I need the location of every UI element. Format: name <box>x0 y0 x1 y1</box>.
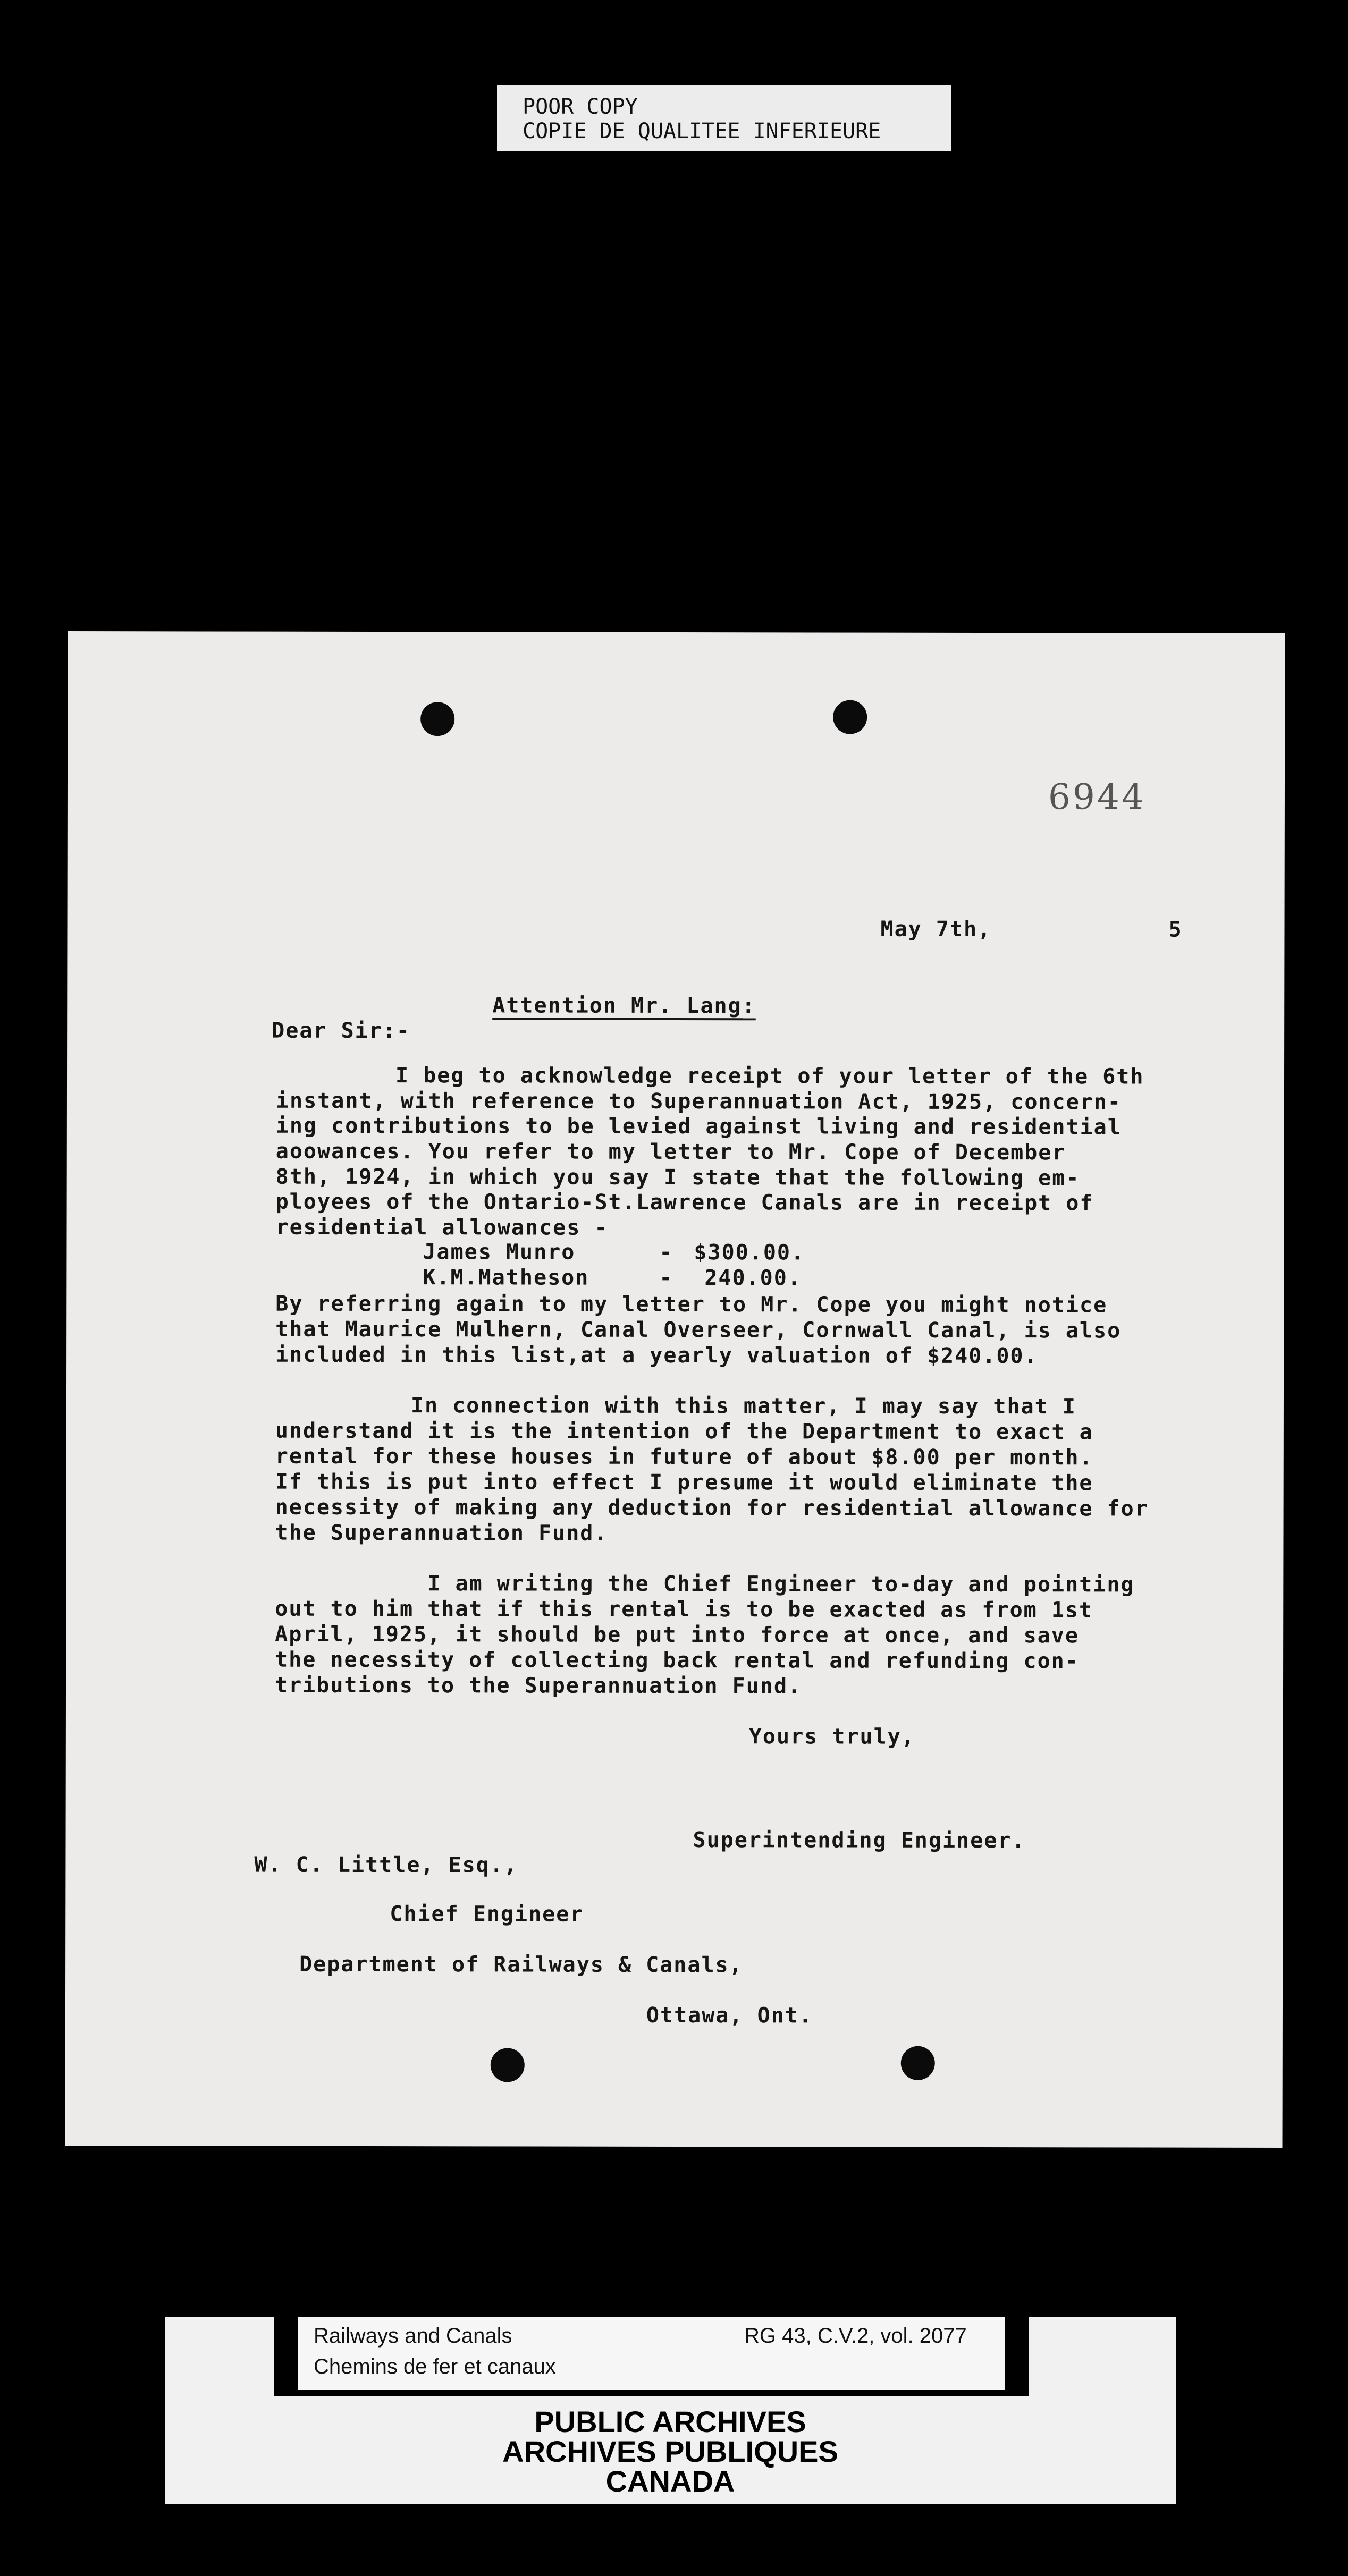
allowance-dash: - <box>659 1240 673 1265</box>
body-line: ing contributions to be levied against living and residential <box>275 1113 1122 1140</box>
year-fragment: 5 <box>1168 917 1183 942</box>
institution-line: ARCHIVES PUBLIQUES <box>502 2435 838 2468</box>
body-line: I beg to acknowledge receipt of your letter of the 6th <box>395 1063 1144 1089</box>
addressee-title: Chief Engineer <box>390 1902 584 1927</box>
closing: Yours truly, <box>748 1724 915 1749</box>
reference-card <box>298 2317 1005 2390</box>
body-line: the Superannuation Fund. <box>275 1520 608 1546</box>
body-line: residential allowances - <box>275 1215 609 1240</box>
collection-en: Railways and Canals <box>314 2324 512 2348</box>
body-line: included in this list,at a yearly valuation of $240.00. <box>275 1342 1038 1369</box>
archive-label <box>165 2317 1176 2504</box>
body-line: that Maurice Mulhern, Canal Overseer, Cornwall Canal, is also <box>275 1317 1122 1343</box>
body-line: aoowances. You refer to my letter to Mr. Cope of December <box>275 1139 1066 1165</box>
addressee-city: Ottawa, Ont. <box>646 2003 813 2028</box>
body-line: out to him that if this rental is to be exacted as from 1st <box>275 1596 1093 1623</box>
allowance-name: K.M.Matheson <box>423 1265 589 1290</box>
body-line: tributions to the Superannuation Fund. <box>274 1673 802 1699</box>
allowance-dash: - <box>659 1265 673 1290</box>
institution-name <box>165 2407 1176 2496</box>
punch-hole <box>901 2046 935 2080</box>
punch-hole <box>420 702 454 736</box>
poor-copy-label <box>497 85 951 151</box>
body-line: the necessity of collecting back rental and refunding con- <box>275 1647 1079 1674</box>
poor-copy-line-1: POOR COPY <box>523 95 638 119</box>
body-line: I am writing the Chief Engineer to-day and pointing <box>427 1571 1135 1597</box>
institution-line: PUBLIC ARCHIVES <box>534 2405 806 2438</box>
body-line: In connection with this matter, I may say that I <box>410 1393 1076 1419</box>
punch-hole <box>833 700 867 734</box>
punch-hole <box>491 2048 525 2082</box>
institution-line: CANADA <box>605 2464 735 2498</box>
body-line: April, 1925, it should be put into force at once, and save <box>275 1622 1079 1648</box>
archive-reference: RG 43, C.V.2, vol. 2077 <box>744 2324 967 2348</box>
collection-fr: Chemins de fer et canaux <box>314 2355 556 2378</box>
letter-date: May 7th, <box>880 917 992 942</box>
body-line: necessity of making any deduction for residential allowance for <box>275 1495 1149 1521</box>
body-line: If this is put into effect I presume it would eliminate the <box>275 1469 1093 1496</box>
body-line: instant, with reference to Superannuation Act, 1925, concern- <box>275 1088 1122 1115</box>
addressee-department: Department of Railways & Canals, <box>299 1952 743 1978</box>
document-number: 6944 <box>1048 776 1146 818</box>
allowance-amount: $300.00. <box>694 1240 805 1265</box>
body-line: rental for these houses in future of about $8.00 per month. <box>275 1444 1093 1470</box>
poor-copy-line-2: COPIE DE QUALITEE INFERIEURE <box>523 119 881 143</box>
body-line: understand it is the intention of the Department to exact a <box>275 1418 1093 1445</box>
allowance-name: James Munro <box>423 1240 576 1265</box>
salutation: Dear Sir:- <box>272 1018 411 1044</box>
letter-page <box>65 631 1285 2148</box>
signature-title: Superintending Engineer. <box>693 1828 1026 1853</box>
body-line: 8th, 1924, in which you say I state that the following em- <box>275 1164 1080 1191</box>
addressee-name: W. C. Little, Esq., <box>254 1852 518 1878</box>
body-line: ployees of the Ontario-St.Lawrence Canals are in receipt of <box>275 1189 1094 1216</box>
body-line: By referring again to my letter to Mr. Cope you might notice <box>275 1291 1108 1318</box>
attention-line: Attention Mr. Lang: <box>492 993 756 1019</box>
allowance-amount: 240.00. <box>704 1266 802 1291</box>
